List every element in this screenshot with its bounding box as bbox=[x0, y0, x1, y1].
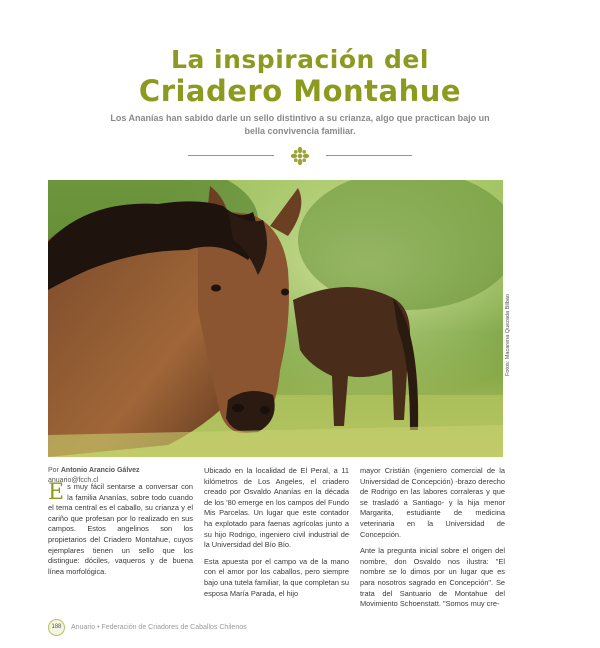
horse-photo-illustration bbox=[48, 180, 503, 457]
page-footer bbox=[48, 619, 247, 635]
ornament-rule-left bbox=[188, 155, 274, 156]
page-number: 188 bbox=[48, 619, 65, 636]
flower-ornament-icon bbox=[288, 146, 312, 166]
author-name: Antonio Arancio Gálvez bbox=[60, 467, 140, 474]
ornament-rule-right bbox=[326, 155, 412, 156]
drop-cap: E bbox=[48, 480, 65, 505]
photo-credit: Fotos: Macarena Quezada Bilbao bbox=[505, 294, 511, 376]
footer-text: Anuario • Federación de Criadores de Caballos Chilenos bbox=[71, 623, 247, 631]
article-column-2 bbox=[204, 466, 349, 605]
column-3-paragraph-1: mayor Cristián (ingeniero comercial de la Universidad de Concepción) -brazo derecho de Rodrigo en las labores corraleras y que se trasladó a Santiago- y la hija menor Margarita, estudiante de medicina veterinaria en la Universidad de Concepción. bbox=[360, 466, 505, 539]
article-subtitle: Los Ananías han sabido darle un sello distintivo a su crianza, algo que practican bajo un bella convivencia familiar. bbox=[110, 113, 490, 136]
article-column-1 bbox=[48, 482, 193, 583]
article-column-3 bbox=[360, 466, 505, 616]
column-2-paragraph-1: Ubicado en la localidad de El Peral, a 11 kilómetros de Los Angeles, el criadero creado por Osvaldo Ananías en la década de los '80 emerge en los campos del Fundo Mis Parcelas. Un lugar que este contador ha explotado para faenas agrícolas junto a su hijo Rodrigo, ingeniero civil industrial de la Universidad del Bío Bío. bbox=[204, 466, 349, 550]
horse-photo bbox=[48, 180, 503, 457]
article-title-line1: La inspiración del bbox=[171, 45, 429, 74]
column-1-text: s muy fácil sentarse a conversar con la familia Ananías, sobre todo cuando el tema central es el caballo, su crianza y el cariño que profesan por lo realizado en sus campos. Estos angelinos son los propietarios del Criadero Montahue, cuyos ejemplares tienen un sello que los distingue: dóciles, vaqueros y de buena línea morfológica. bbox=[48, 482, 193, 576]
article-title-line2: Criadero Montahue bbox=[138, 74, 462, 108]
column-3-paragraph-2: Ante la pregunta inicial sobre el origen del nombre, don Osvaldo nos ilustra: "El nombre se lo dimos por un lugar que es para nosotros sagrado en Concepción". Se trata del Santuario de Montahue del Movimiento Schoenstatt. "Somos muy cre- bbox=[360, 546, 505, 609]
title-ornament bbox=[188, 146, 412, 166]
column-2-paragraph-2: Esta apuesta por el campo va de la mano con el amor por los caballos, pero siempre bajo una tutela familiar, la que completan su esposa María Parada, el hijo bbox=[204, 556, 349, 598]
author-email: anuario@fcch.cl bbox=[48, 477, 99, 484]
author-prefix: Por bbox=[48, 467, 59, 474]
